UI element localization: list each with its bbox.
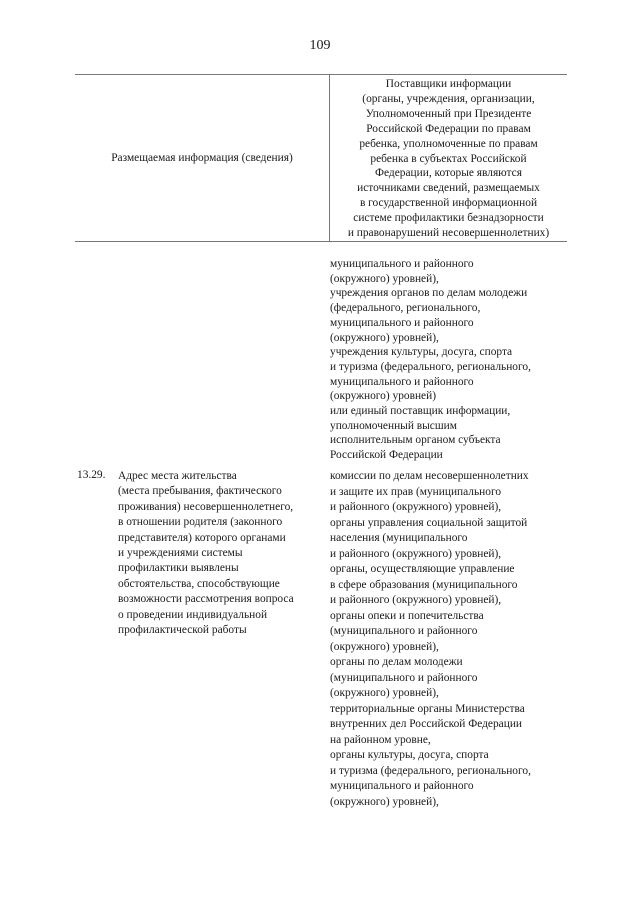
- row-supplier-line: органы, осуществляющие управление: [330, 563, 515, 575]
- header-suppliers-column: [330, 77, 567, 241]
- row-supplier-line: населения (муниципального: [330, 532, 468, 544]
- header-suppliers-line: ребенка в субъектах Российской: [370, 152, 527, 165]
- continued-suppliers-cell: [330, 257, 531, 463]
- continued-supplier-line: исполнительным органом субъекта: [330, 434, 501, 447]
- continued-supplier-line: (федерального, регионального,: [330, 302, 481, 315]
- row-supplier-line: на районном уровне,: [330, 733, 431, 746]
- row-supplier-line: в сфере образования (муниципального: [330, 578, 518, 591]
- row-supplier-line: внутренних дел Российской Федерации: [330, 718, 523, 730]
- continued-supplier-line: и туризма (федерального, регионального,: [330, 360, 531, 373]
- row-supplier-line: и районного (окружного) уровней),: [330, 501, 502, 513]
- continued-supplier-line: муниципального и районного: [330, 375, 474, 388]
- row-supplier-line: органы культуры, досуга, спорта: [330, 749, 489, 761]
- row-info-line: (места пребывания, фактического: [118, 485, 282, 498]
- table-header: [75, 74, 567, 242]
- row-info-line: профилактической работы: [118, 624, 247, 637]
- row-supplier-line: органы управления социальной защитой: [330, 516, 528, 529]
- row-info-line: представителя) которого органами: [118, 531, 286, 544]
- row-info-line: Адрес места жительства: [118, 470, 237, 482]
- header-suppliers-line: (органы, учреждения, организации,: [362, 92, 535, 105]
- continued-supplier-line: муниципального и районного: [330, 258, 474, 270]
- row-suppliers-cell: [330, 469, 531, 810]
- row-info-line: возможности рассмотрения вопроса: [118, 593, 294, 606]
- continued-supplier-line: уполномоченный высшим: [330, 419, 457, 432]
- continued-supplier-line: или единый поставщик информации,: [330, 405, 511, 418]
- row-supplier-line: (муниципального и районного: [330, 625, 478, 637]
- header-suppliers-line: Федерации, которые являются: [375, 167, 522, 180]
- row-supplier-line: (окружного) уровней),: [330, 795, 439, 808]
- row-info-line: и учреждениями системы: [118, 547, 243, 560]
- header-suppliers-line: и правонарушений несовершеннолетних): [347, 227, 550, 240]
- continued-supplier-line: (окружного) уровней): [330, 390, 437, 403]
- header-suppliers-line: в государственной информационной: [359, 197, 538, 210]
- row-info-cell: [118, 469, 294, 638]
- row-supplier-line: и районного (окружного) уровней),: [330, 594, 502, 606]
- row-supplier-line: (окружного) уровней),: [330, 687, 439, 699]
- row-supplier-line: (окружного) уровней),: [330, 640, 439, 653]
- continued-supplier-line: учреждения органов по делам молодежи: [330, 287, 528, 300]
- header-suppliers-line: Российской Федерации по правам: [366, 122, 531, 135]
- continued-supplier-line: (окружного) уровней),: [330, 272, 439, 285]
- row-supplier-line: и туризма (федерального, регионального,: [330, 764, 531, 777]
- continued-supplier-line: муниципального и районного: [330, 316, 474, 329]
- row-info-line: профилактики выявлены: [118, 562, 239, 575]
- header-suppliers-line: системе профилактики безнадзорности: [353, 212, 544, 225]
- row-supplier-line: (муниципального и районного: [330, 671, 478, 684]
- row-supplier-line: территориальные органы Министерства: [330, 702, 525, 715]
- row-supplier-line: муниципального и районного: [330, 780, 474, 792]
- page-number: 109: [309, 38, 331, 53]
- header-suppliers-line: Уполномоченный при Президенте: [365, 107, 532, 120]
- header-suppliers-line: ребенка, уполномоченные по правам: [359, 137, 538, 150]
- row-supplier-line: и районного (окружного) уровней),: [330, 547, 502, 560]
- header-info-column: Размещаемая информация (сведения): [111, 152, 293, 164]
- row-supplier-line: органы по делам молодежи: [330, 656, 463, 668]
- continued-supplier-line: Российской Федерации: [330, 449, 443, 462]
- row-info-line: в отношении родителя (законного: [118, 516, 283, 529]
- row-supplier-line: органы опеки и попечительства: [330, 609, 484, 622]
- header-suppliers-line: Поставщики информации: [385, 78, 512, 90]
- continued-supplier-line: (окружного) уровней),: [330, 331, 439, 344]
- row-info-line: проживания) несовершеннолетнего,: [118, 500, 294, 513]
- row-info-line: о проведении индивидуальной: [118, 608, 268, 621]
- row-number: 13.29.: [77, 469, 106, 481]
- continued-supplier-line: учреждения культуры, досуга, спорта: [330, 346, 513, 359]
- row-info-line: обстоятельства, способствующие: [118, 577, 280, 590]
- header-suppliers-line: источниками сведений, размещаемых: [357, 182, 540, 195]
- row-supplier-line: комиссии по делам несовершеннолетних: [330, 470, 529, 482]
- row-supplier-line: и защите их прав (муниципального: [330, 485, 502, 498]
